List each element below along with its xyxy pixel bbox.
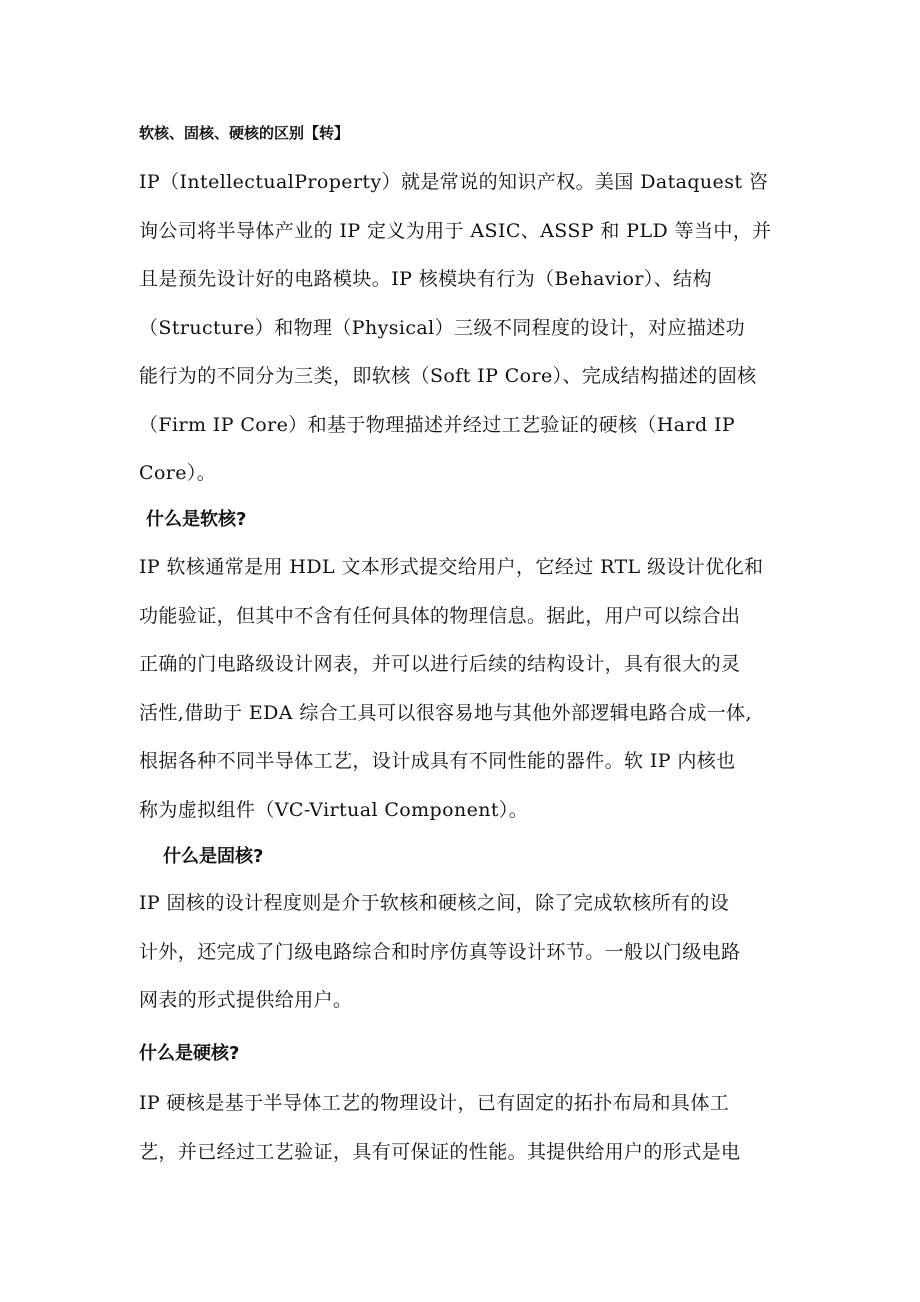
firm-core-line: 计外，还完成了门级电路综合和时序仿真等设计环节。一般以门级电路 bbox=[139, 940, 741, 963]
soft-core-line: 正确的门电路级设计网表，并可以进行后续的结构设计，具有很大的灵 bbox=[139, 653, 741, 675]
firm-core-heading: 什么是固核? bbox=[163, 846, 264, 867]
firm-core-line: 网表的形式提供给用户。 bbox=[139, 989, 353, 1011]
soft-core-line: 活性,借助于 EDA 综合工具可以很容易地与其他外部逻辑电路合成一体, bbox=[139, 701, 752, 724]
intro-line: （Structure）和物理（Physical）三级不同程度的设计，对应描述功 bbox=[139, 316, 746, 339]
soft-core-line: 称为虚拟组件（VC-Virtual Component）。 bbox=[139, 798, 529, 821]
soft-core-line: 根据各种不同半导体工艺，设计成具有不同性能的器件。软 IP 内核也 bbox=[139, 750, 736, 772]
hard-core-line: 艺，并已经过工艺验证，具有可保证的性能。其提供给用户的形式是电 bbox=[139, 1140, 741, 1163]
document-title: 软核、固核、硬核的区别【转】 bbox=[139, 124, 350, 142]
intro-line: IP（IntellectualProperty）就是常说的知识产权。美国 Dataquest 咨 bbox=[139, 171, 769, 193]
intro-line: 且是预先设计好的电路模块。IP 核模块有行为（Behavior）、结构 bbox=[139, 268, 712, 290]
intro-paragraph bbox=[139, 158, 789, 498]
hard-core-line: IP 硬核是基于半导体工艺的物理设计，已有固定的拓扑布局和具体工 bbox=[139, 1092, 730, 1114]
soft-core-line: IP 软核通常是用 HDL 文本形式提交给用户，它经过 RTL 级设计优化和 bbox=[139, 556, 764, 578]
firm-core-line: IP 固核的设计程度则是介于软核和硬核之间，除了完成软核所有的设 bbox=[139, 892, 730, 914]
intro-line: Core）。 bbox=[139, 462, 217, 484]
soft-core-line: 功能验证，但其中不含有任何具体的物理信息。据此，用户可以综合出 bbox=[139, 604, 741, 627]
hard-core-paragraph bbox=[139, 1079, 789, 1176]
firm-core-paragraph bbox=[139, 879, 789, 1025]
intro-line: （Firm IP Core）和基于物理描述并经过工艺验证的硬核（Hard IP bbox=[139, 413, 736, 436]
soft-core-paragraph bbox=[139, 543, 789, 834]
intro-line: 能行为的不同分为三类，即软核（Soft IP Core）、完成结构描述的固核 bbox=[139, 365, 757, 387]
intro-line: 询公司将半导体产业的 IP 定义为用于 ASIC、ASSP 和 PLD 等当中，并 bbox=[139, 219, 772, 242]
soft-core-heading: 什么是软核? bbox=[146, 509, 247, 530]
hard-core-heading: 什么是硬核? bbox=[139, 1043, 240, 1064]
